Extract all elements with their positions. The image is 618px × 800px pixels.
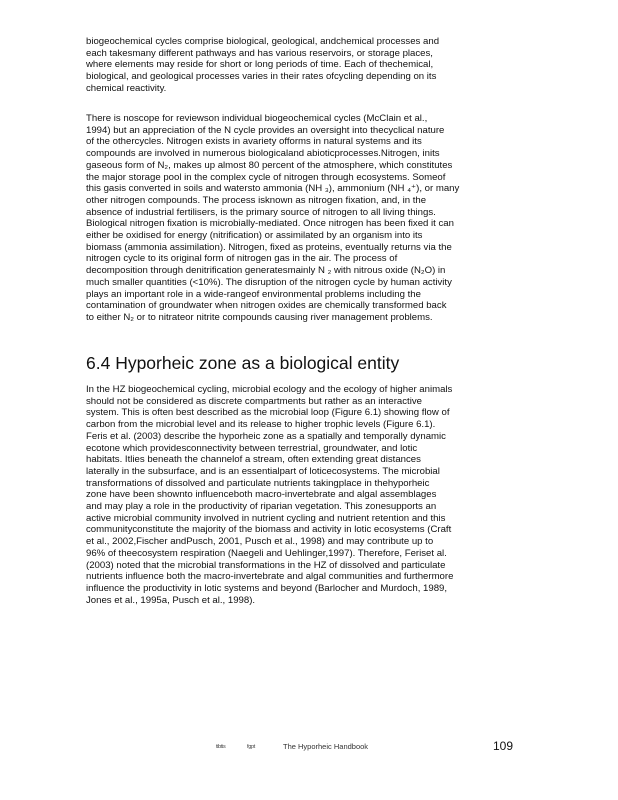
page-number: 109 — [493, 739, 514, 753]
section-heading: 6.4 Hyporheic zone as a biological entity — [86, 353, 400, 373]
body-paragraph-1: biogeochemical cycles comprise biological, geological, andchemical processes and each takesmany different pathways and has various reservoirs, or storage places, where elements may reside for short or long periods of time. Each of thechemical, biological, and geological processes varies in their rates ofcycling depending on its chemical reactivity. — [86, 36, 440, 94]
footer-logo-mark-1: tibtis — [216, 744, 226, 750]
page-footer — [0, 740, 618, 760]
body-paragraph-3: In the HZ biogeochemical cycling, microbial ecology and the ecology of higher animals should not be considered as discrete compartments but rather as an interactive system. This is often best described as the microbial loop (Figure 6.1) showing flow of carbon from the microbial level and its release to higher trophic levels (Figure 6.1). Feris et al. (2003) describe the hyporheic zone as a spatially and temporally dynamic ecotone which providesconnectivity between terrestrial, groundwater, and lotic habitats. Itlies beneath the channelof a stream, often extending great distances laterally in the subsurface, and is an essentialpart of loticecosystems. The microbial transformations of dissolved and particulate nutrients takingplace in thehyporheic zone have been shownto influenceboth macro-invertebrate and algal assemblages and may play a role in the productivity of riparian vegetation. This zonesupports an active microbial community involved in nutrient cycling and nutrient retention and this communityconstitute the majority of the biomass and activity in lotic ecosystems (Craft et al., 2002,Fischer andPusch, 2001, Pusch et al., 1998) and may contribute up to 96% of theecosystem respiration (Naegeli and Uehlinger,1997). Therefore, Feriset al. (2003) noted that the microbial transformations in the HZ of dissolved and particulate nutrients influence both the macro-invertebrate and algal communities and furthermore influence the productivity in lotic systems and beyond (Barlocher and Murdoch, 1989, Jones et al., 1995a, Pusch et al., 1998). — [86, 384, 454, 606]
body-paragraph-2: There is noscope for reviewson individual biogeochemical cycles (McClain et al., 1994) but an appreciation of the N cycle provides an oversight into thecyclical nature of the othercycles. Nitrogen exists in avariety offorms in natural systems and its compounds are involved in numerous biologicaland abioticprocesses.Nitrogen, inits gaseous form of N₂, makes up almost 80 percent of the atmosphere, which constitutes the major storage pool in the complex cycle of nitrogen through ecosystems. Someof this gasis converted in soils and watersto ammonia (NH ₃), ammonium (NH ₄⁺), or many other nitrogen compounds. The process isknown as nitrogen fixation, and, in the absence of industrial fertilisers, is the primary source of nitrogen to all living things. Biological nitrogen fixation is microbially-mediated. Once nitrogen has been fixed it can either be oxidised for energy (nitrification) or assimilated by an organism into its biomass (ammonia assimilation). Nitrogen, fixed as proteins, eventually returns via the nitrogen cycle to its original form of nitrogen gas in the air. The process of decomposition through denitrification generatesmainly N ₂ with nitrous oxide (N₂O) in much smaller quantities (<10%). The disruption of the nitrogen cycle by human activity plays an important role in a wide-rangeof environmental problems including the contamination of groundwater when nitrogen oxides are chemically transformed back to either N₂ or to nitrateor nitrite compounds causing river management problems. — [86, 113, 460, 323]
running-head: The Hyporheic Handbook — [283, 742, 369, 751]
footer-logo-mark-2: fgpt — [247, 744, 255, 750]
